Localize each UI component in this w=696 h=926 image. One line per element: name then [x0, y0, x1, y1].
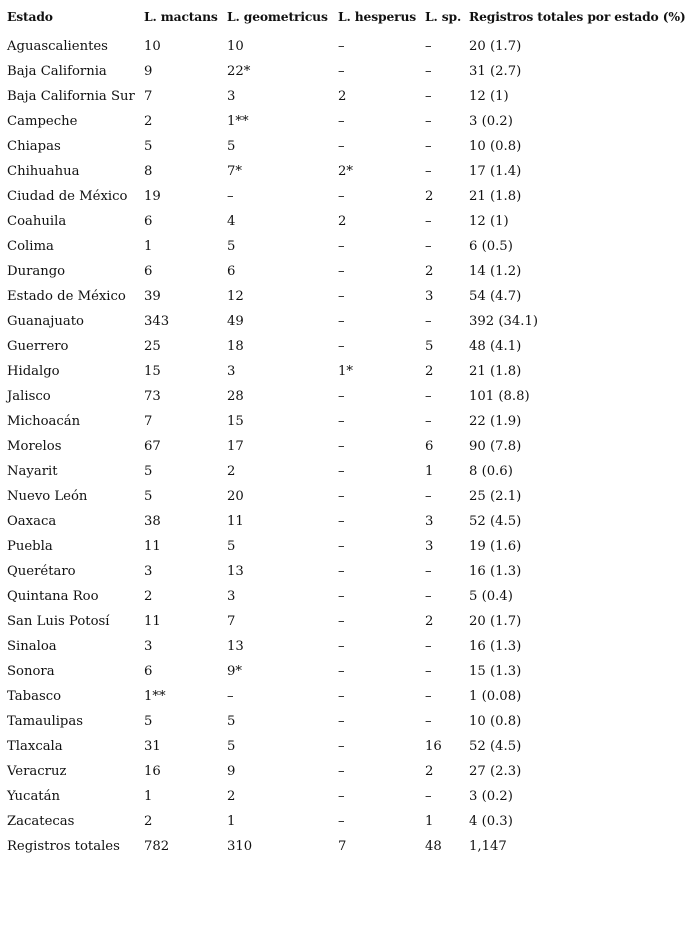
- cell-estado: Nuevo León: [7, 489, 88, 504]
- cell-registros-totales: 19 (1.6): [469, 539, 522, 554]
- cell-l-sp: 5: [425, 339, 434, 354]
- cell-estado: Puebla: [7, 539, 53, 554]
- cell-estado: Chihuahua: [7, 164, 80, 179]
- cell-l-sp: 6: [425, 439, 434, 454]
- cell-l-sp: –: [425, 564, 432, 579]
- cell-l-hesperus: –: [338, 639, 345, 654]
- cell-l-hesperus: –: [338, 589, 345, 604]
- totals-row: [0, 834, 696, 859]
- cell-estado: Guerrero: [7, 339, 69, 354]
- cell-l-geometricus: 6: [227, 264, 236, 279]
- cell-registros-totales: 14 (1.2): [469, 264, 522, 279]
- cell-l-geometricus: 5: [227, 539, 236, 554]
- cell-registros-totales: 21 (1.8): [469, 189, 522, 204]
- cell-l-geometricus: 4: [227, 214, 236, 229]
- cell-l-mactans: 3: [144, 639, 153, 654]
- header-l-geometricus: L. geometricus: [227, 9, 328, 24]
- cell-estado: Chiapas: [7, 139, 61, 154]
- cell-l-sp: –: [425, 164, 432, 179]
- cell-l-geometricus: 5: [227, 239, 236, 254]
- cell-registros-totales: 31 (2.7): [469, 64, 522, 79]
- cell-l-hesperus: –: [338, 514, 345, 529]
- cell-registros-totales: 21 (1.8): [469, 364, 522, 379]
- cell-l-sp: –: [425, 89, 432, 104]
- cell-l-sp: –: [425, 214, 432, 229]
- table-row: [0, 584, 696, 609]
- table-row: [0, 809, 696, 834]
- cell-l-mactans: 1: [144, 239, 153, 254]
- table-row: [0, 34, 696, 59]
- cell-l-geometricus: 3: [227, 364, 236, 379]
- cell-registros-totales: 12 (1): [469, 89, 509, 104]
- cell-l-mactans: 8: [144, 164, 153, 179]
- cell-l-hesperus: –: [338, 689, 345, 704]
- cell-estado: Yucatán: [7, 789, 60, 804]
- table-row: [0, 234, 696, 259]
- table-row: [0, 534, 696, 559]
- table-row: [0, 384, 696, 409]
- cell-l-geometricus: 2: [227, 464, 236, 479]
- cell-l-mactans: 39: [144, 289, 161, 304]
- cell-l-mactans: 9: [144, 64, 153, 79]
- total-cell-registros-totales: 1,147: [469, 839, 507, 854]
- cell-l-mactans: 25: [144, 339, 161, 354]
- cell-registros-totales: 16 (1.3): [469, 564, 522, 579]
- cell-l-geometricus: 5: [227, 714, 236, 729]
- cell-l-hesperus: –: [338, 139, 345, 154]
- cell-registros-totales: 48 (4.1): [469, 339, 522, 354]
- cell-l-geometricus: 17: [227, 439, 244, 454]
- cell-l-sp: –: [425, 789, 432, 804]
- cell-registros-totales: 101 (8.8): [469, 389, 530, 404]
- cell-l-mactans: 1**: [144, 689, 166, 704]
- cell-l-geometricus: 1: [227, 814, 236, 829]
- cell-l-hesperus: –: [338, 389, 345, 404]
- cell-l-geometricus: 28: [227, 389, 244, 404]
- table-row: [0, 309, 696, 334]
- cell-l-hesperus: 2*: [338, 164, 353, 179]
- cell-l-sp: 1: [425, 814, 434, 829]
- cell-l-sp: 2: [425, 364, 434, 379]
- cell-l-geometricus: 10: [227, 39, 244, 54]
- table-row: [0, 459, 696, 484]
- cell-l-mactans: 11: [144, 539, 161, 554]
- cell-l-hesperus: –: [338, 239, 345, 254]
- table-row: [0, 209, 696, 234]
- table-row: [0, 159, 696, 184]
- cell-registros-totales: 12 (1): [469, 214, 509, 229]
- cell-l-sp: 2: [425, 264, 434, 279]
- cell-l-hesperus: –: [338, 789, 345, 804]
- cell-registros-totales: 16 (1.3): [469, 639, 522, 654]
- cell-registros-totales: 20 (1.7): [469, 614, 522, 629]
- cell-l-geometricus: 11: [227, 514, 244, 529]
- header-l-sp: L. sp.: [425, 9, 462, 24]
- cell-l-hesperus: –: [338, 289, 345, 304]
- cell-l-sp: 16: [425, 739, 442, 754]
- cell-estado: Tamaulipas: [7, 714, 84, 729]
- table-row: [0, 609, 696, 634]
- cell-l-mactans: 19: [144, 189, 161, 204]
- cell-l-mactans: 73: [144, 389, 161, 404]
- cell-registros-totales: 25 (2.1): [469, 489, 522, 504]
- cell-registros-totales: 52 (4.5): [469, 739, 522, 754]
- cell-l-sp: 2: [425, 764, 434, 779]
- cell-l-mactans: 1: [144, 789, 153, 804]
- cell-registros-totales: 392 (34.1): [469, 314, 539, 329]
- cell-l-mactans: 6: [144, 214, 153, 229]
- cell-l-hesperus: –: [338, 539, 345, 554]
- cell-registros-totales: 6 (0.5): [469, 239, 513, 254]
- cell-l-sp: –: [425, 64, 432, 79]
- table-row: [0, 659, 696, 684]
- cell-l-sp: 1: [425, 464, 434, 479]
- cell-l-sp: –: [425, 639, 432, 654]
- cell-l-geometricus: 13: [227, 639, 244, 654]
- cell-registros-totales: 20 (1.7): [469, 39, 522, 54]
- table-row: [0, 334, 696, 359]
- cell-l-mactans: 38: [144, 514, 161, 529]
- cell-estado: Quintana Roo: [7, 589, 99, 604]
- cell-l-mactans: 7: [144, 414, 153, 429]
- cell-l-geometricus: 9: [227, 764, 236, 779]
- cell-l-geometricus: 5: [227, 739, 236, 754]
- cell-l-mactans: 2: [144, 114, 153, 129]
- cell-l-mactans: 5: [144, 139, 153, 154]
- table-row: [0, 109, 696, 134]
- cell-estado: Morelos: [7, 439, 62, 454]
- cell-l-sp: –: [425, 114, 432, 129]
- cell-registros-totales: 22 (1.9): [469, 414, 522, 429]
- cell-l-mactans: 67: [144, 439, 161, 454]
- cell-l-geometricus: 15: [227, 414, 244, 429]
- cell-l-geometricus: 20: [227, 489, 244, 504]
- table-row: [0, 509, 696, 534]
- cell-estado: San Luis Potosí: [7, 614, 110, 629]
- cell-l-mactans: 16: [144, 764, 161, 779]
- cell-l-sp: 2: [425, 614, 434, 629]
- cell-l-hesperus: –: [338, 339, 345, 354]
- cell-l-geometricus: 5: [227, 139, 236, 154]
- table-row: [0, 359, 696, 384]
- table-row: [0, 84, 696, 109]
- cell-estado: Durango: [7, 264, 66, 279]
- cell-estado: Tabasco: [7, 689, 62, 704]
- cell-l-hesperus: –: [338, 314, 345, 329]
- cell-estado: Aguascalientes: [7, 39, 108, 54]
- table-row: [0, 59, 696, 84]
- cell-l-geometricus: 9*: [227, 664, 242, 679]
- cell-estado: Sinaloa: [7, 639, 57, 654]
- cell-l-hesperus: –: [338, 814, 345, 829]
- cell-l-sp: –: [425, 689, 432, 704]
- cell-registros-totales: 90 (7.8): [469, 439, 522, 454]
- cell-l-hesperus: –: [338, 189, 345, 204]
- cell-registros-totales: 8 (0.6): [469, 464, 513, 479]
- cell-l-geometricus: 1**: [227, 114, 249, 129]
- cell-estado: Colima: [7, 239, 54, 254]
- cell-l-sp: 3: [425, 514, 434, 529]
- cell-l-geometricus: 3: [227, 589, 236, 604]
- cell-l-geometricus: 13: [227, 564, 244, 579]
- cell-l-hesperus: –: [338, 764, 345, 779]
- cell-estado: Guanajuato: [7, 314, 84, 329]
- cell-l-hesperus: –: [338, 264, 345, 279]
- table-row: [0, 184, 696, 209]
- cell-estado: Oaxaca: [7, 514, 57, 529]
- table-row: [0, 759, 696, 784]
- cell-registros-totales: 54 (4.7): [469, 289, 522, 304]
- cell-registros-totales: 1 (0.08): [469, 689, 522, 704]
- cell-l-sp: –: [425, 139, 432, 154]
- cell-l-hesperus: –: [338, 414, 345, 429]
- cell-l-sp: –: [425, 489, 432, 504]
- cell-estado: Baja California Sur: [7, 89, 135, 104]
- table-body: [0, 34, 696, 859]
- cell-estado: Sonora: [7, 664, 55, 679]
- cell-estado: Jalisco: [7, 389, 51, 404]
- cell-registros-totales: 10 (0.8): [469, 139, 522, 154]
- cell-registros-totales: 4 (0.3): [469, 814, 513, 829]
- cell-registros-totales: 10 (0.8): [469, 714, 522, 729]
- total-cell-estado: Registros totales: [7, 839, 120, 854]
- table-row: [0, 434, 696, 459]
- cell-l-hesperus: –: [338, 489, 345, 504]
- table-row: [0, 259, 696, 284]
- header-l-hesperus: L. hesperus: [338, 9, 417, 24]
- cell-l-geometricus: 22*: [227, 64, 251, 79]
- table-row: [0, 709, 696, 734]
- cell-l-hesperus: –: [338, 739, 345, 754]
- cell-l-geometricus: 7: [227, 614, 236, 629]
- total-cell-l-geometricus: 310: [227, 839, 253, 854]
- cell-l-hesperus: –: [338, 664, 345, 679]
- header-registros-totales: Registros totales por estado (%): [469, 9, 686, 24]
- cell-estado: Coahuila: [7, 214, 67, 229]
- cell-registros-totales: 3 (0.2): [469, 114, 513, 129]
- cell-estado: Nayarit: [7, 464, 58, 479]
- cell-l-mactans: 15: [144, 364, 161, 379]
- table-row: [0, 559, 696, 584]
- cell-estado: Campeche: [7, 114, 78, 129]
- cell-l-sp: 2: [425, 189, 434, 204]
- header-row: [0, 0, 696, 34]
- total-cell-l-hesperus: 7: [338, 839, 347, 854]
- cell-estado: Querétaro: [7, 564, 76, 579]
- table-row: [0, 684, 696, 709]
- cell-l-sp: –: [425, 714, 432, 729]
- cell-l-sp: –: [425, 39, 432, 54]
- cell-l-geometricus: 18: [227, 339, 244, 354]
- table-row: [0, 284, 696, 309]
- cell-l-hesperus: 1*: [338, 364, 353, 379]
- cell-l-hesperus: –: [338, 114, 345, 129]
- table-row: [0, 484, 696, 509]
- cell-l-sp: –: [425, 589, 432, 604]
- cell-l-hesperus: –: [338, 564, 345, 579]
- cell-l-sp: –: [425, 389, 432, 404]
- cell-registros-totales: 17 (1.4): [469, 164, 522, 179]
- header-estado: Estado: [7, 9, 53, 24]
- cell-estado: Ciudad de México: [7, 189, 128, 204]
- cell-l-sp: 3: [425, 289, 434, 304]
- cell-registros-totales: 3 (0.2): [469, 789, 513, 804]
- cell-l-geometricus: 7*: [227, 164, 242, 179]
- cell-l-mactans: 6: [144, 664, 153, 679]
- table-header: [0, 0, 696, 34]
- cell-l-geometricus: 12: [227, 289, 244, 304]
- cell-l-geometricus: –: [227, 189, 234, 204]
- cell-l-mactans: 6: [144, 264, 153, 279]
- cell-l-hesperus: –: [338, 39, 345, 54]
- cell-estado: Michoacán: [7, 414, 81, 429]
- table-row: [0, 634, 696, 659]
- cell-l-mactans: 343: [144, 314, 170, 329]
- cell-l-sp: –: [425, 239, 432, 254]
- cell-l-geometricus: 3: [227, 89, 236, 104]
- cell-l-mactans: 31: [144, 739, 161, 754]
- cell-registros-totales: 52 (4.5): [469, 514, 522, 529]
- table-row: [0, 734, 696, 759]
- cell-l-geometricus: 49: [227, 314, 244, 329]
- cell-l-hesperus: 2: [338, 214, 347, 229]
- cell-l-mactans: 11: [144, 614, 161, 629]
- cell-l-hesperus: –: [338, 614, 345, 629]
- cell-l-hesperus: –: [338, 714, 345, 729]
- cell-estado: Baja California: [7, 64, 107, 79]
- cell-registros-totales: 5 (0.4): [469, 589, 513, 604]
- total-cell-l-sp: 48: [425, 839, 442, 854]
- table-row: [0, 134, 696, 159]
- cell-l-hesperus: 2: [338, 89, 347, 104]
- cell-registros-totales: 27 (2.3): [469, 764, 522, 779]
- cell-l-mactans: 2: [144, 589, 153, 604]
- cell-l-hesperus: –: [338, 464, 345, 479]
- cell-l-sp: –: [425, 664, 432, 679]
- cell-registros-totales: 15 (1.3): [469, 664, 522, 679]
- cell-l-geometricus: –: [227, 689, 234, 704]
- cell-l-sp: –: [425, 414, 432, 429]
- cell-l-hesperus: –: [338, 439, 345, 454]
- cell-estado: Zacatecas: [7, 814, 75, 829]
- cell-estado: Veracruz: [7, 764, 67, 779]
- table-row: [0, 784, 696, 809]
- cell-estado: Tlaxcala: [7, 739, 63, 754]
- table-row: [0, 409, 696, 434]
- cell-l-mactans: 3: [144, 564, 153, 579]
- cell-l-sp: –: [425, 314, 432, 329]
- cell-l-mactans: 5: [144, 489, 153, 504]
- cell-estado: Hidalgo: [7, 364, 60, 379]
- cell-l-hesperus: –: [338, 64, 345, 79]
- cell-l-mactans: 7: [144, 89, 153, 104]
- cell-l-mactans: 2: [144, 814, 153, 829]
- cell-l-geometricus: 2: [227, 789, 236, 804]
- cell-l-mactans: 5: [144, 714, 153, 729]
- header-l-mactans: L. mactans: [144, 9, 218, 24]
- cell-estado: Estado de México: [7, 289, 126, 304]
- cell-l-sp: 3: [425, 539, 434, 554]
- total-cell-l-mactans: 782: [144, 839, 170, 854]
- cell-l-mactans: 5: [144, 464, 153, 479]
- cell-l-mactans: 10: [144, 39, 161, 54]
